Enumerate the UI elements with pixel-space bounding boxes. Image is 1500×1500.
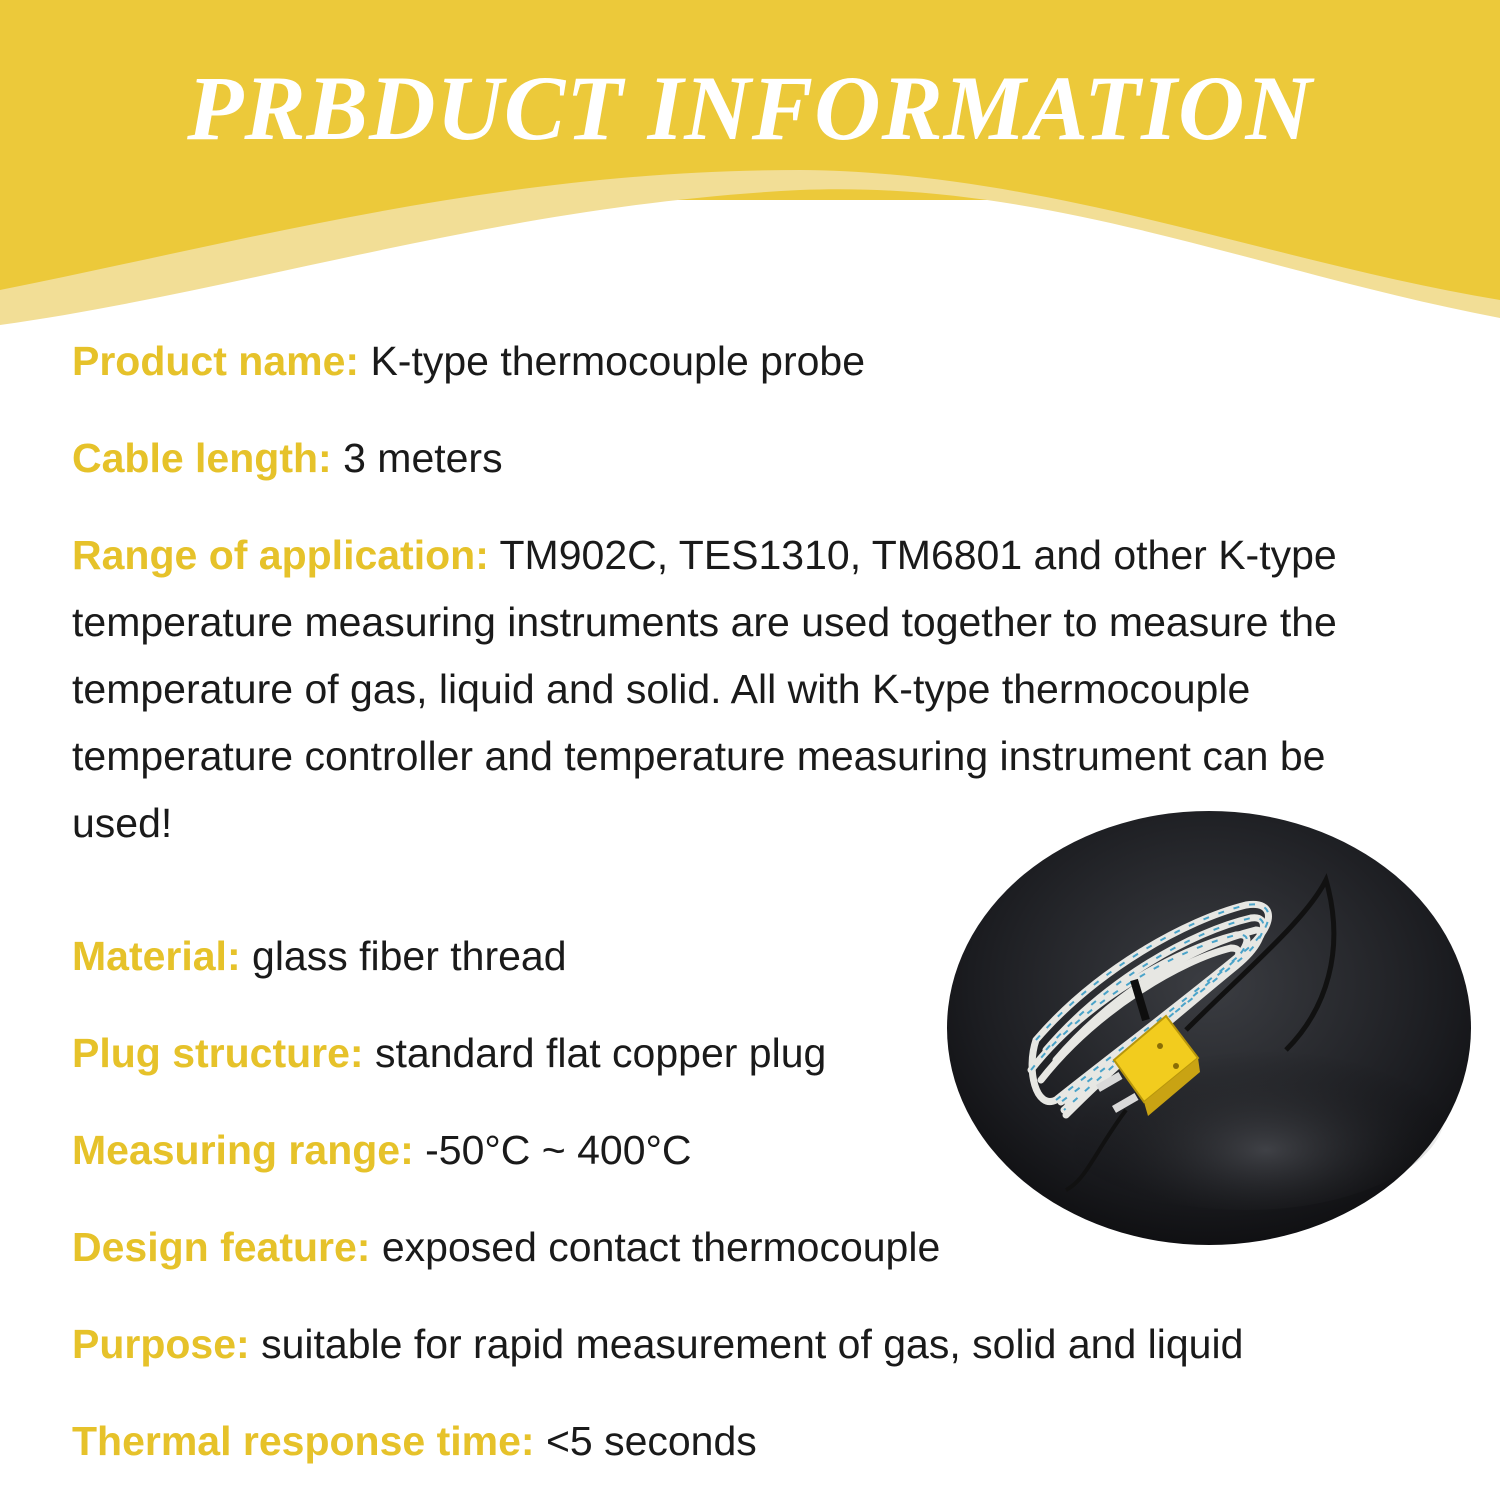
spec-material: [72, 923, 567, 990]
spec-label: Purpose:: [72, 1321, 250, 1367]
spec-label: Plug structure:: [72, 1030, 364, 1076]
spec-label: Product name:: [72, 338, 360, 384]
spec-value: TM902C, TES1310, TM6801 and other K-type temperature measuring instruments are used together to measure the temperature of gas, liquid and solid. All with K-type thermocouple temperature controller and temperature measuring instrument can be used!: [72, 532, 1337, 846]
spec-plug-structure: [72, 1020, 826, 1087]
spec-value: suitable for rapid measurement of gas, solid and liquid: [261, 1321, 1244, 1367]
spec-thermal-response-time: [72, 1408, 757, 1475]
spec-measuring-range: [72, 1117, 692, 1184]
spec-label: Thermal response time:: [72, 1418, 535, 1464]
spec-value: exposed contact thermocouple: [381, 1224, 941, 1270]
spec-label: Material:: [72, 933, 241, 979]
thermocouple-probe-photo: [946, 810, 1472, 1246]
spec-range-of-application: [72, 522, 1372, 857]
spec-value: -50°C ~ 400°C: [425, 1127, 692, 1173]
spec-value: <5 seconds: [545, 1418, 757, 1464]
spec-value: glass fiber thread: [252, 933, 567, 979]
spec-purpose: [72, 1311, 1243, 1378]
spec-cable-length: [72, 425, 503, 492]
spec-design-feature: [72, 1214, 940, 1281]
spec-label: Cable length:: [72, 435, 332, 481]
spec-label: Range of application:: [72, 532, 489, 578]
spec-product-name: [72, 328, 865, 395]
page-title: PRBDUCT INFORMATION: [187, 57, 1313, 159]
spec-value: standard flat copper plug: [375, 1030, 827, 1076]
spec-label: Design feature:: [72, 1224, 371, 1270]
spec-value: 3 meters: [343, 435, 503, 481]
header-banner: [0, 0, 1500, 340]
spec-value: K-type thermocouple probe: [370, 338, 866, 384]
spec-label: Measuring range:: [72, 1127, 414, 1173]
